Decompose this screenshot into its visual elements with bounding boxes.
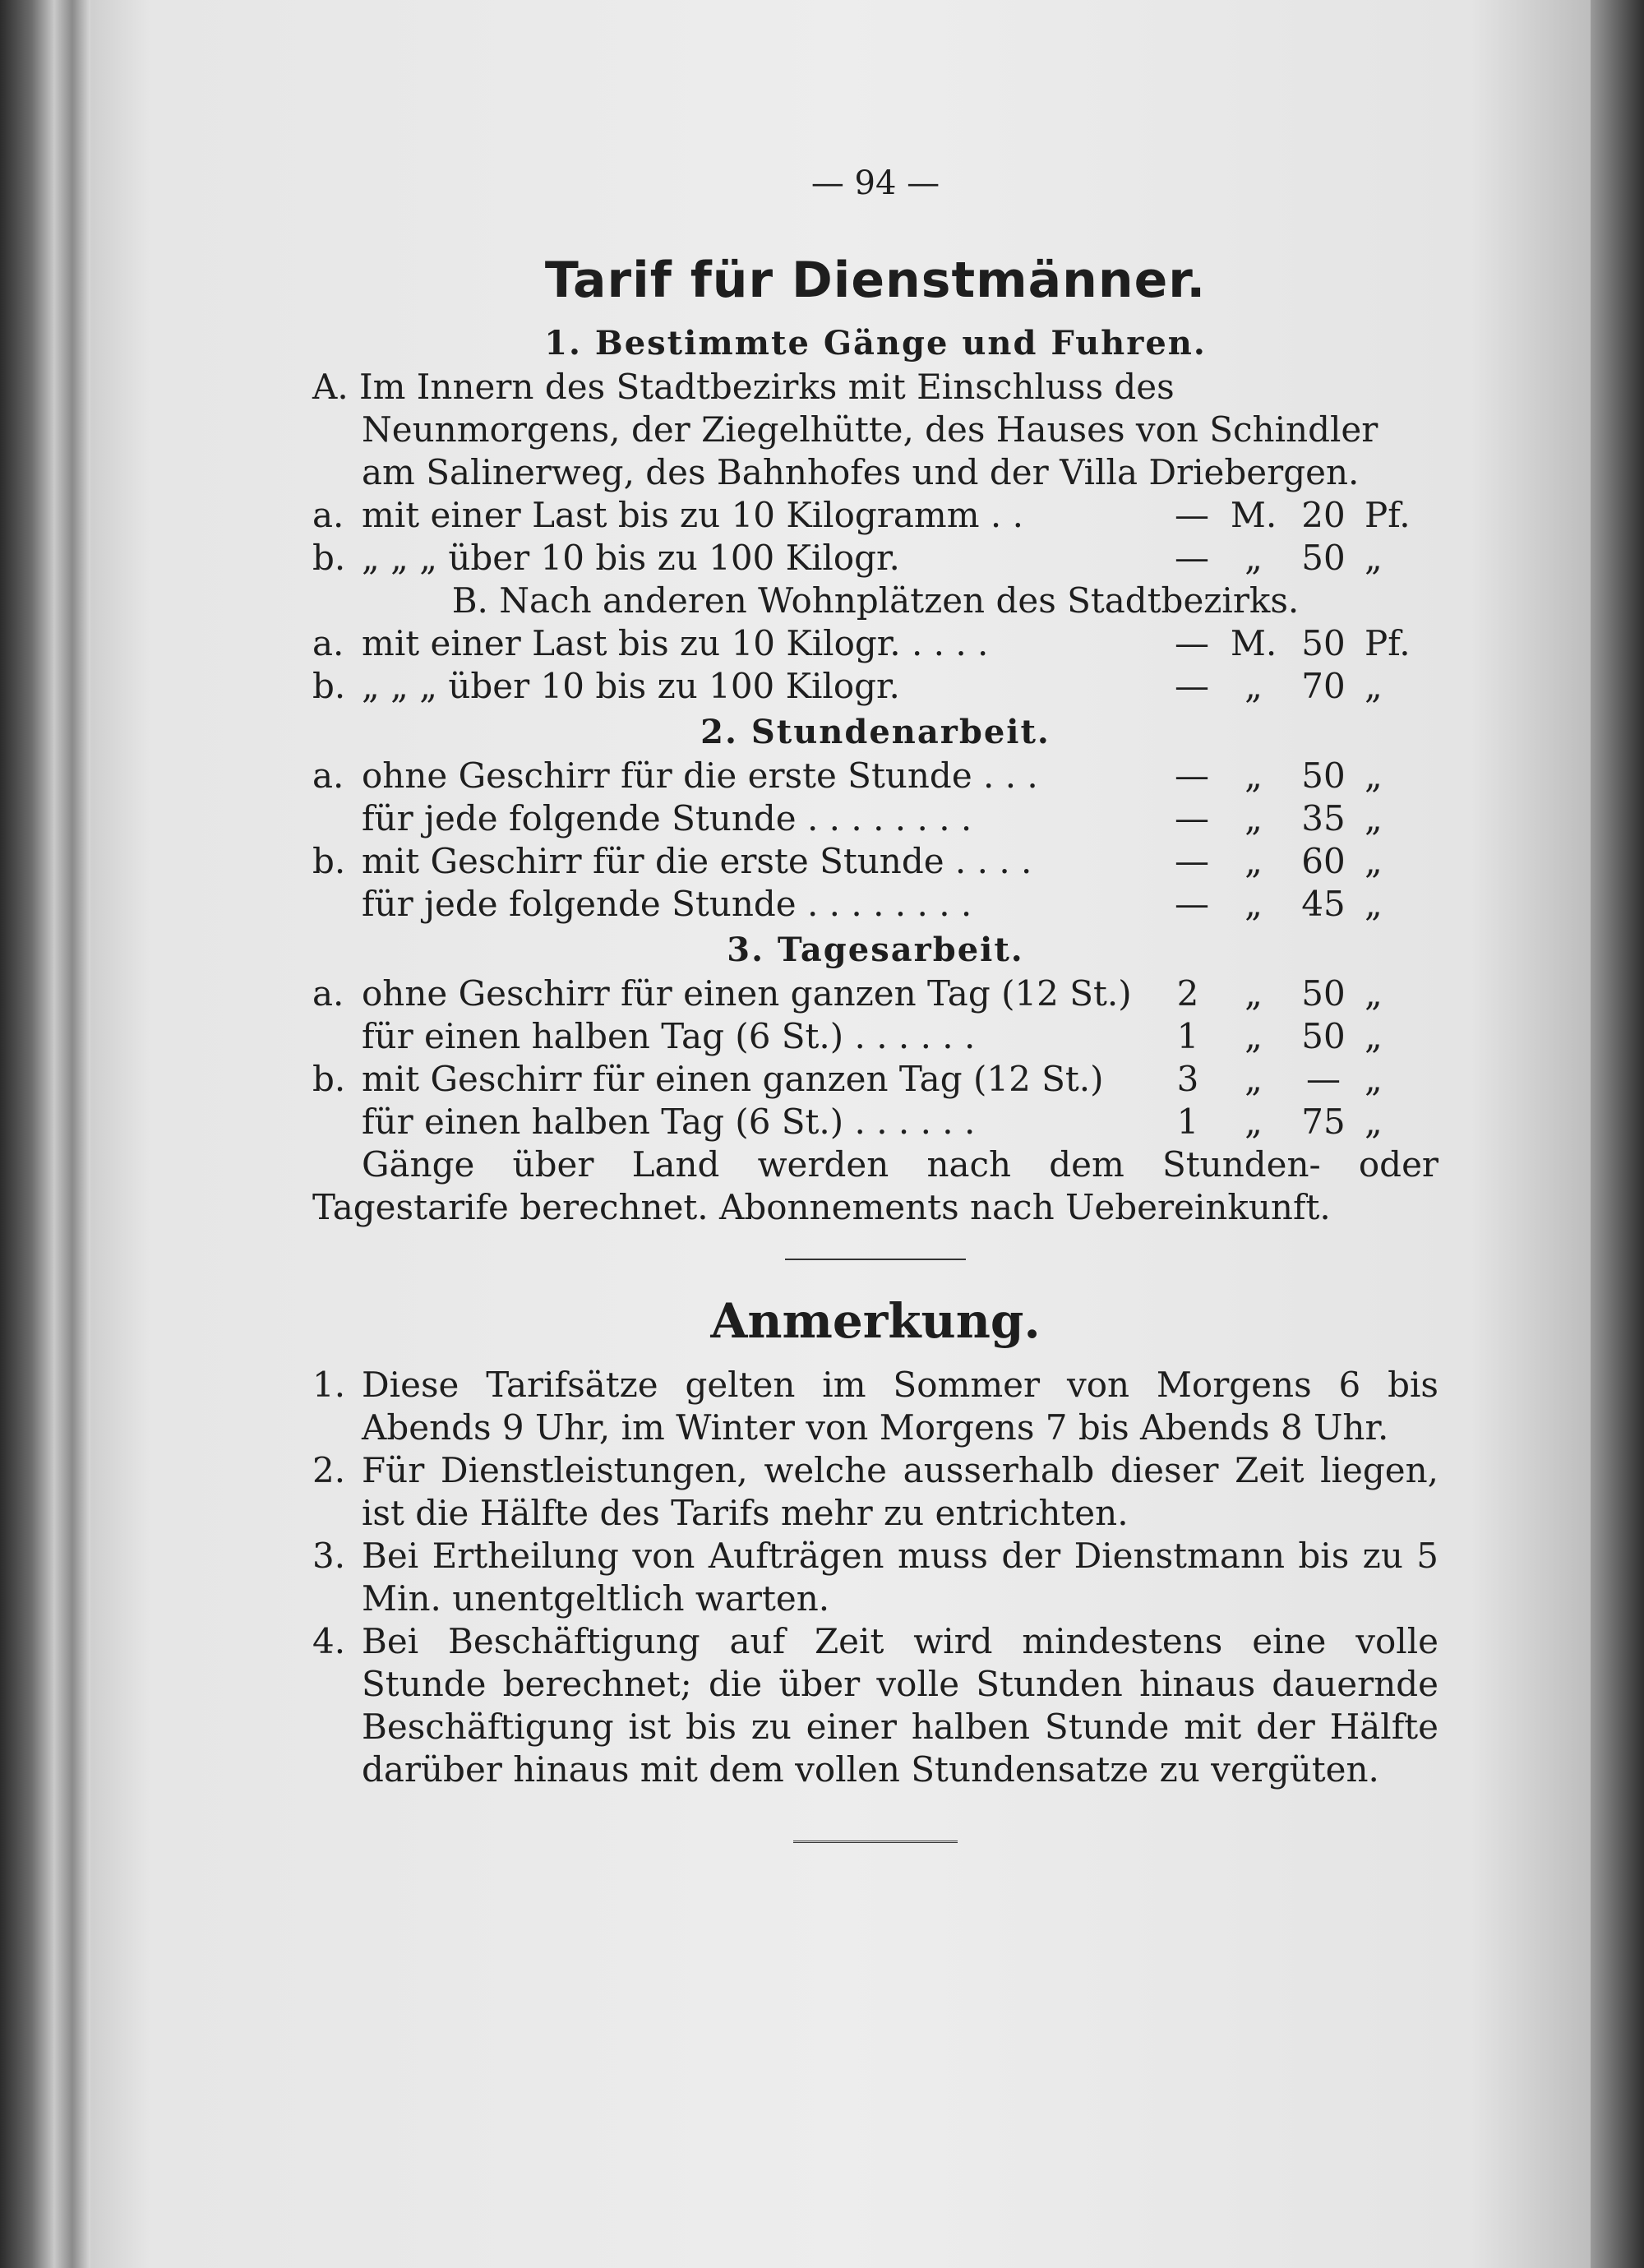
row-label: a.: [312, 755, 344, 796]
row-description: „ „ „ über 10 bis zu 100 Kilogr.: [362, 666, 900, 706]
row-currency: „: [1245, 798, 1263, 838]
row-unit: „: [1365, 841, 1383, 881]
tariff-row: [312, 972, 1438, 1015]
row-amount: 20: [1301, 495, 1346, 535]
remark-number: 2.: [312, 1450, 346, 1490]
row-marks: 2: [1176, 973, 1199, 1014]
tariff-row: [312, 883, 1438, 926]
page-number: — 94 —: [810, 164, 940, 202]
row-label: a.: [312, 495, 344, 535]
row-dash: —: [1175, 666, 1209, 706]
row-unit: „: [1365, 538, 1383, 578]
row-description: „ „ „ über 10 bis zu 100 Kilogr.: [362, 538, 900, 578]
row-amount: 50: [1301, 623, 1346, 663]
section3-footer: Gänge über Land werden nach dem Stunden- oder Tagestarife berechnet. Abonnements nach Uebereinkunft.: [312, 1144, 1438, 1227]
row-currency: „: [1245, 841, 1263, 881]
section1-b-text: B. Nach anderen Wohnplätzen des Stadtbezirks.: [451, 580, 1300, 621]
section1-heading: 1. Bestimmte Gänge und Fuhren.: [544, 324, 1207, 363]
row-description: für einen halben Tag (6 St.) . . . . . .: [362, 1016, 976, 1056]
section2-rows: [312, 755, 1438, 926]
row-amount: 75: [1301, 1102, 1346, 1142]
row-label: a.: [312, 973, 344, 1014]
row-marks: 1: [1176, 1102, 1199, 1142]
row-amount: 50: [1301, 755, 1346, 796]
tariff-row: [312, 755, 1438, 797]
section1-b-rows: [312, 622, 1438, 708]
row-description: für jede folgende Stunde . . . . . . . .: [362, 884, 972, 924]
section2-heading: 2. Stundenarbeit.: [700, 713, 1051, 751]
row-currency: „: [1245, 666, 1263, 706]
row-marks: 3: [1176, 1059, 1199, 1099]
row-amount: 60: [1301, 841, 1346, 881]
row-amount: 50: [1301, 538, 1346, 578]
remark-item: [312, 1449, 1438, 1535]
row-currency: M.: [1230, 495, 1277, 535]
row-unit: „: [1365, 973, 1383, 1014]
row-label: b.: [312, 538, 346, 578]
section1-a-rows: [312, 494, 1438, 580]
tariff-row: [312, 537, 1438, 580]
row-unit: „: [1365, 884, 1383, 924]
row-amount: —: [1306, 1059, 1341, 1099]
row-dash: —: [1175, 884, 1209, 924]
row-description: für jede folgende Stunde . . . . . . . .: [362, 798, 972, 838]
row-dash: —: [1175, 841, 1209, 881]
row-description: mit einer Last bis zu 10 Kilogramm . .: [362, 495, 1023, 535]
row-dash: —: [1175, 755, 1209, 796]
page-edge: [1591, 0, 1644, 2268]
page-title: Tarif für Dienstmänner.: [544, 252, 1207, 309]
remark-text: Bei Ertheilung von Aufträgen muss der Dienstmann bis zu 5 Min. unentgeltlich warten.: [362, 1536, 1438, 1619]
row-currency: „: [1245, 884, 1263, 924]
divider: [785, 1259, 966, 1260]
tariff-row: [312, 1058, 1438, 1101]
row-description: mit einer Last bis zu 10 Kilogr. . . . .: [362, 623, 989, 663]
remark-item: [312, 1620, 1438, 1791]
row-amount: 50: [1301, 1016, 1346, 1056]
row-description: ohne Geschirr für die erste Stunde . . .: [362, 755, 1038, 796]
row-currency: „: [1245, 1059, 1263, 1099]
row-description: mit Geschirr für einen ganzen Tag (12 St.): [362, 1059, 1104, 1099]
remark-heading: Anmerkung.: [710, 1293, 1041, 1349]
remark-number: 1.: [312, 1365, 346, 1405]
remark-text: Bei Beschäftigung auf Zeit wird mindestens eine volle Stunde berechnet; die über volle Stunden hinaus dauernde Beschäftigung ist bis zu einer halben Stunde mit der Hälfte darüber hinaus mit dem vollen Stundensatze zu vergüten.: [362, 1621, 1438, 1790]
remark-item: [312, 1535, 1438, 1620]
row-amount: 35: [1301, 798, 1346, 838]
book-spine: [0, 0, 90, 2268]
tariff-row: [312, 665, 1438, 708]
row-description: für einen halben Tag (6 St.) . . . . . .: [362, 1102, 976, 1142]
section3-rows: [312, 972, 1438, 1143]
row-unit: Pf.: [1365, 495, 1411, 535]
tariff-row: [312, 1101, 1438, 1143]
page-content: [312, 164, 1438, 1846]
tariff-row: [312, 1015, 1438, 1058]
row-label: b.: [312, 666, 346, 706]
row-currency: „: [1245, 538, 1263, 578]
row-description: ohne Geschirr für einen ganzen Tag (12 St.): [362, 973, 1132, 1014]
row-currency: „: [1245, 1102, 1263, 1142]
row-description: mit Geschirr für die erste Stunde . . . .: [362, 841, 1032, 881]
row-dash: —: [1175, 538, 1209, 578]
end-divider: [793, 1841, 958, 1846]
row-dash: —: [1175, 495, 1209, 535]
row-unit: „: [1365, 1016, 1383, 1056]
row-unit: „: [1365, 1102, 1383, 1142]
row-dash: —: [1175, 623, 1209, 663]
row-label: a.: [312, 623, 344, 663]
remark-item: [312, 1364, 1438, 1449]
row-dash: —: [1175, 798, 1209, 838]
remark-list: [312, 1364, 1438, 1791]
remark-number: 4.: [312, 1621, 346, 1661]
row-label: b.: [312, 1059, 346, 1099]
row-unit: „: [1365, 798, 1383, 838]
row-amount: 45: [1301, 884, 1346, 924]
remark-number: 3.: [312, 1536, 346, 1576]
row-currency: M.: [1230, 623, 1277, 663]
row-unit: „: [1365, 755, 1383, 796]
tariff-row: [312, 840, 1438, 883]
row-marks: 1: [1176, 1016, 1199, 1056]
remark-text: Für Dienstleistungen, welche ausserhalb dieser Zeit liegen, ist die Hälfte des Tarifs mehr zu entrichten.: [362, 1450, 1438, 1533]
row-amount: 50: [1301, 973, 1346, 1014]
tariff-row: [312, 797, 1438, 840]
row-unit: Pf.: [1365, 623, 1411, 663]
row-unit: „: [1365, 1059, 1383, 1099]
row-unit: „: [1365, 666, 1383, 706]
row-currency: „: [1245, 973, 1263, 1014]
section3-heading: 3. Tagesarbeit.: [727, 931, 1024, 969]
tariff-row: [312, 622, 1438, 665]
row-currency: „: [1245, 755, 1263, 796]
section1-a-text: A. Im Innern des Stadtbezirks mit Einschluss des Neunmorgens, der Ziegelhütte, des Hauses von Schindler am Salinerweg, des Bahnhofes und der Villa Driebergen.: [312, 367, 1378, 492]
row-currency: „: [1245, 1016, 1263, 1056]
row-label: b.: [312, 841, 346, 881]
remark-text: Diese Tarifsätze gelten im Sommer von Morgens 6 bis Abends 9 Uhr, im Winter von Morgens 7 bis Abends 8 Uhr.: [362, 1365, 1438, 1448]
tariff-row: [312, 494, 1438, 537]
row-amount: 70: [1301, 666, 1346, 706]
